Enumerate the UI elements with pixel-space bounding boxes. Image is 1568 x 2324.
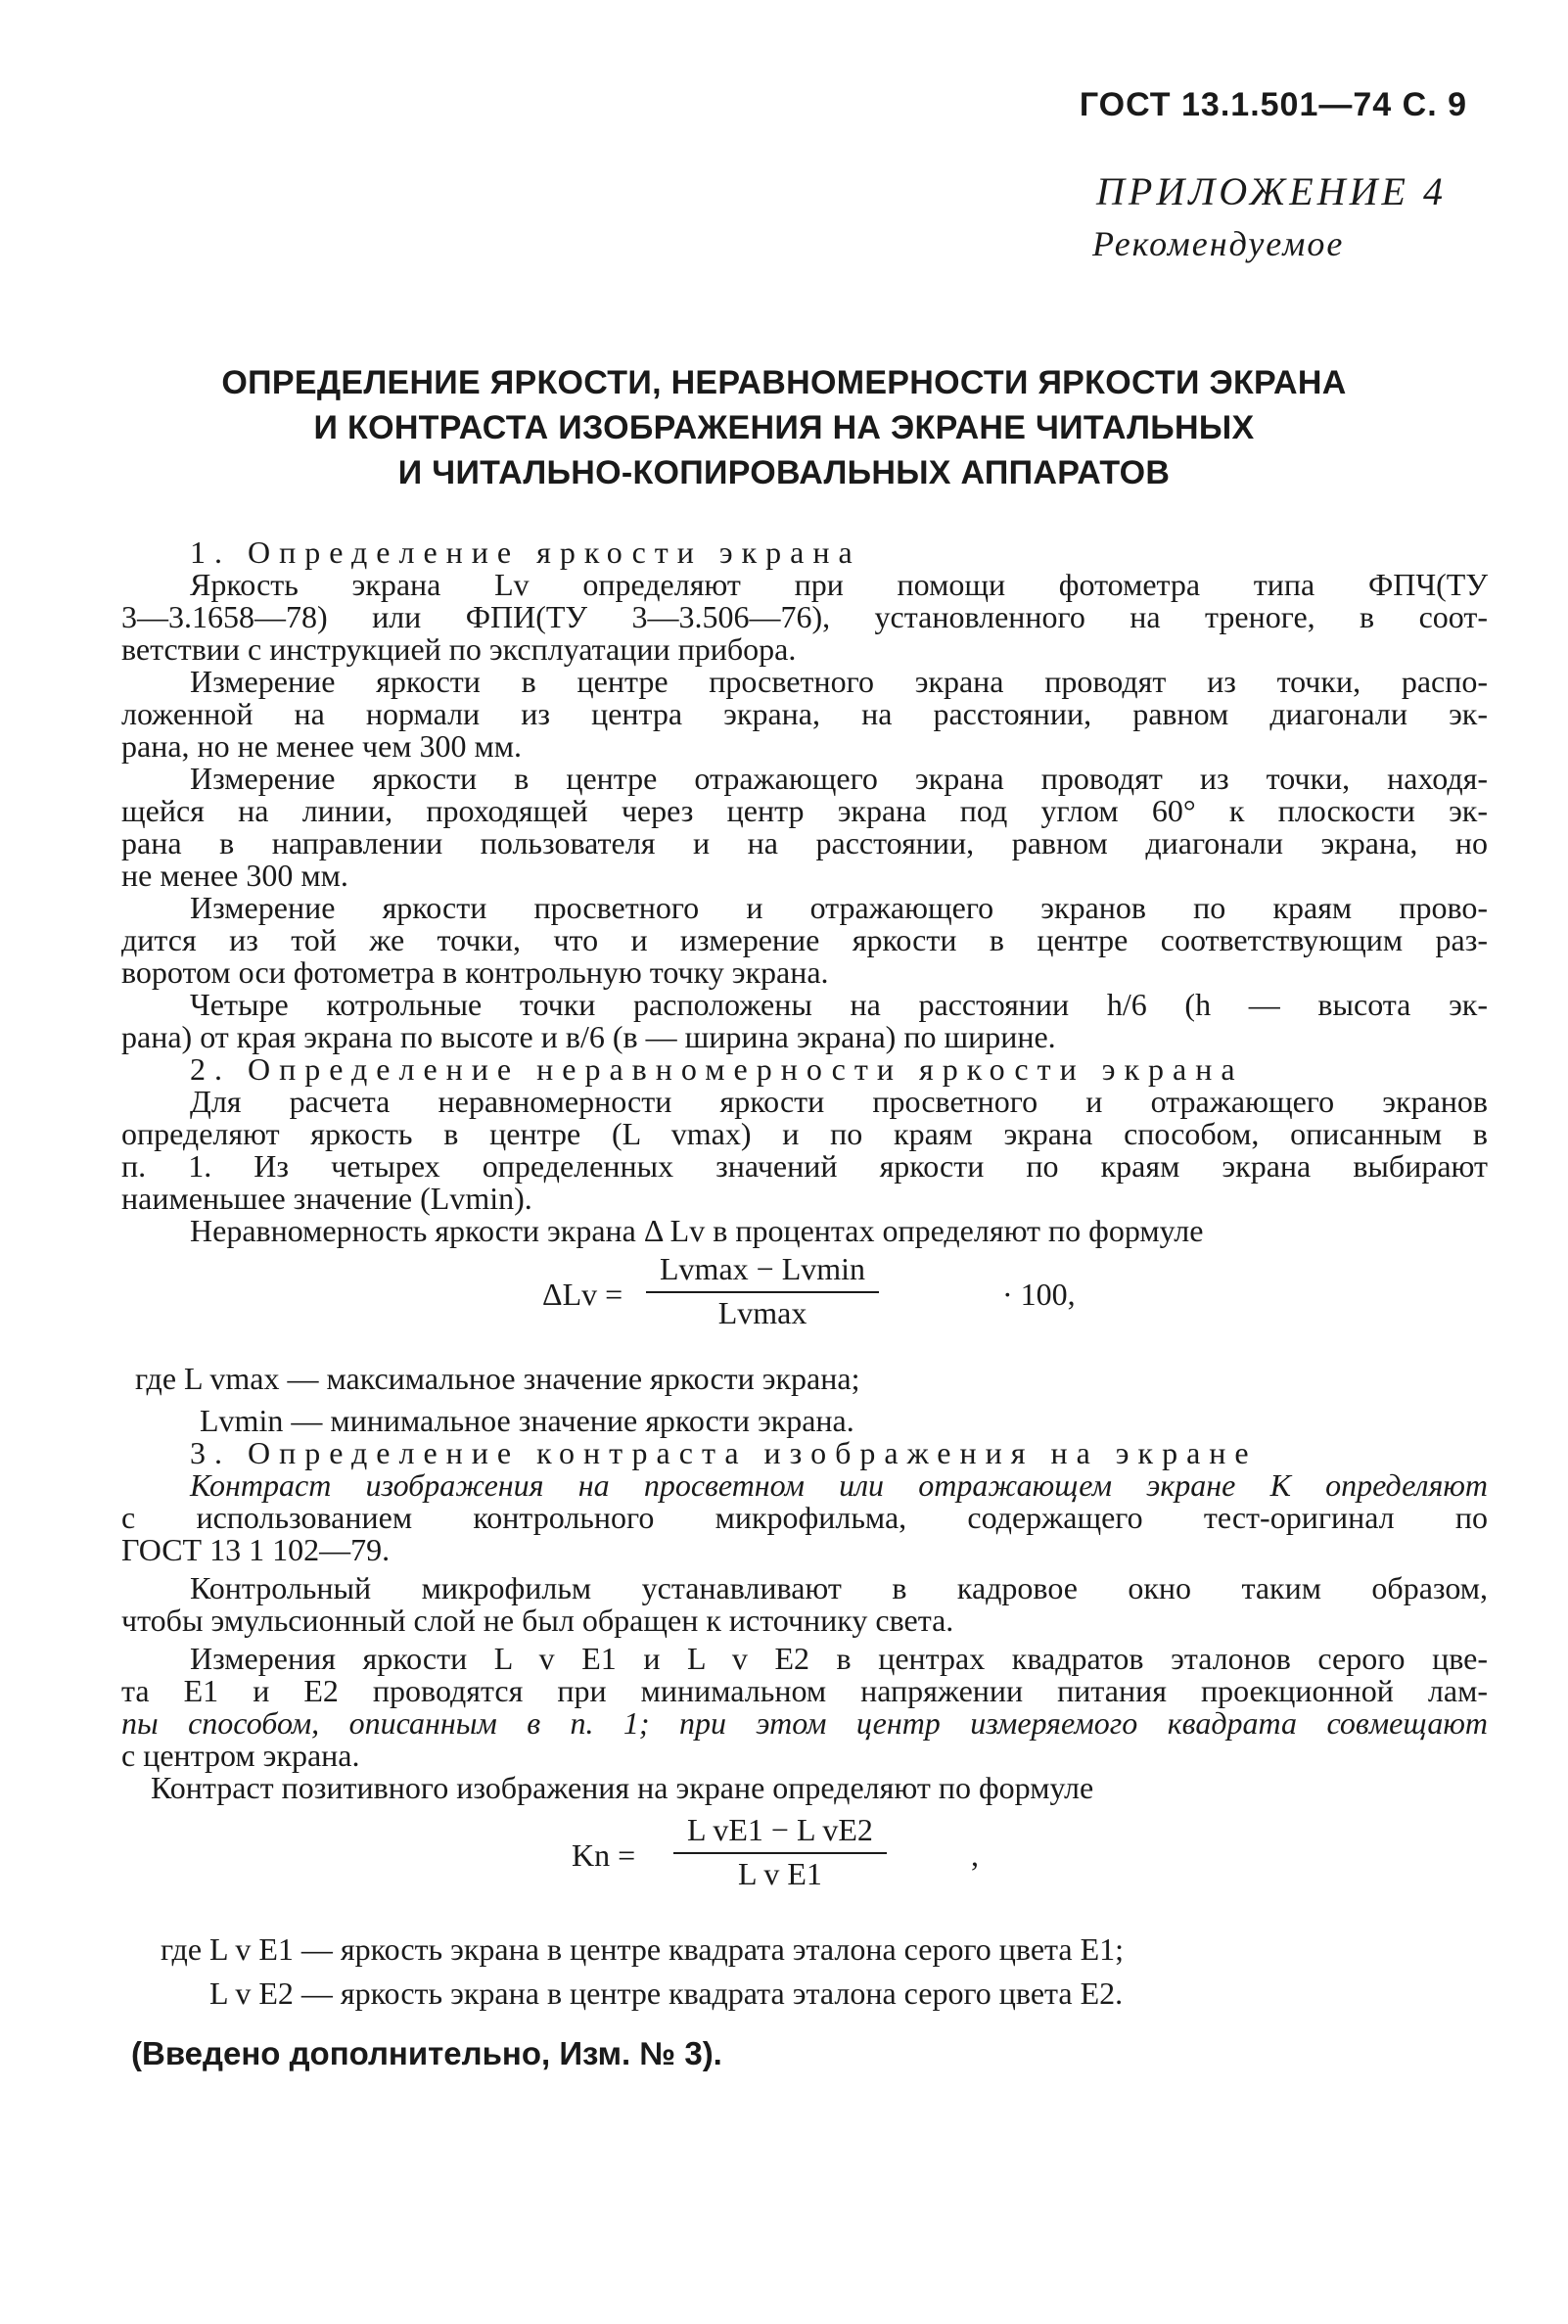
page-header: ГОСТ 13.1.501—74 С. 9	[1079, 86, 1467, 123]
section-heading: 2. Определение неравномерности яркости экрана	[190, 1051, 1244, 1087]
paragraph-line: п. 1. Из четырех определенных значений яркости по краям экрана выбирают	[121, 1148, 1488, 1184]
paragraph-line: с использованием контрольного микрофильма, содержащего тест-оригинал по	[121, 1500, 1488, 1535]
paragraph-line: рана в направлении пользователя и на расстоянии, равном диагонали экрана, но	[121, 825, 1488, 860]
appendix-label: ПРИЛОЖЕНИЕ 4	[1096, 169, 1447, 213]
amendment-note: (Введено дополнительно, Изм. № 3).	[131, 2035, 722, 2071]
paragraph-line: воротом оси фотометра в контрольную точку экрана.	[121, 954, 829, 990]
formula-numerator: Lvmax − Lvmin	[646, 1253, 879, 1293]
paragraph-line: дится из той же точки, что и измерение яркости в центре соответствующим раз-	[121, 922, 1488, 957]
paragraph-line: Контраст позитивного изображения на экране определяют по формуле	[151, 1770, 1094, 1805]
document-title	[0, 360, 1568, 495]
paragraph-line: Яркость экрана Lv определяют при помощи фотометра типа ФПЧ(ТУ	[190, 567, 1488, 602]
definition-line: L v E2 — яркость экрана в центре квадрата эталона серого цвета E2.	[209, 1975, 1124, 2011]
paragraph-line: 3—3.1658—78) или ФПИ(ТУ 3—3.506—76), установленного на треноге, в соот-	[121, 599, 1488, 634]
paragraph-line: рана, но не менее чем 300 мм.	[121, 728, 523, 764]
definition-line: где L vmax — максимальное значение яркости экрана;	[135, 1361, 860, 1396]
paragraph-line: Контраст изображения на просветном или отражающем экране K определяют	[190, 1467, 1488, 1503]
formula-numerator: L vE1 − L vE2	[673, 1814, 887, 1854]
formula-denominator: Lvmax	[717, 1295, 807, 1330]
paragraph-line: наименьшее значение (Lvmin).	[121, 1181, 532, 1216]
paragraph-line: Четыре котрольные точки расположены на расстоянии h/6 (h — высота эк-	[190, 987, 1488, 1022]
paragraph-line: Измерения яркости L v E1 и L v E2 в центрах квадратов эталонов серого цве-	[190, 1641, 1488, 1676]
section-heading: 3. Определение контраста изображения на экране	[190, 1435, 1258, 1470]
document-body	[121, 536, 1488, 2069]
title-line: И ЧИТАЛЬНО-КОПИРОВАЛЬНЫХ АППАРАТОВ	[397, 454, 1171, 491]
formula-lhs: Kn =	[572, 1837, 636, 1873]
paragraph-line: ветствии с инструкцией по эксплуатации прибора.	[121, 631, 797, 667]
definition-line: Lvmin — минимальное значение яркости экрана.	[200, 1403, 854, 1438]
paragraph-line: рана) от края экрана по высоте и в/6 (в — ширина экрана) по ширине.	[121, 1019, 1056, 1054]
paragraph-line: не менее 300 мм.	[121, 858, 348, 893]
paragraph-line: Измерение яркости в центре просветного экрана проводят из точки, распо-	[190, 664, 1488, 699]
paragraph-line: Измерение яркости в центре отражающего экрана проводят из точки, находя-	[190, 761, 1488, 796]
paragraph-line: с центром экрана.	[121, 1738, 360, 1773]
paragraph-line: пы способом, описанным в п. 1; при этом центр измеряемого квадрата совмещают	[121, 1705, 1488, 1741]
paragraph-line: Неравномерность яркости экрана Δ Lv в процентах определяют по формуле	[190, 1213, 1204, 1248]
paragraph-line: щейся на линии, проходящей через центр экрана под углом 60° к плоскости эк-	[121, 793, 1488, 828]
formula-unevenness	[121, 1253, 1488, 1363]
paragraph-line: та E1 и E2 проводятся при минимальном напряжении питания проекционной лам-	[121, 1673, 1488, 1708]
paragraph-line: ГОСТ 13 1 102—79.	[121, 1532, 391, 1567]
formula-fraction	[646, 1253, 879, 1329]
definition-line: где L v E1 — яркость экрана в центре квадрата эталона серого цвета E1;	[161, 1931, 1125, 1967]
paragraph-line: Измерение яркости просветного и отражающего экранов по краям прово-	[190, 890, 1488, 925]
formula-denominator: L v E1	[737, 1856, 822, 1891]
section-heading: 1. Определение яркости экрана	[190, 535, 861, 570]
formula-lhs: ΔLv =	[542, 1277, 623, 1312]
paragraph-line: чтобы эмульсионный слой не был обращен к источнику света.	[121, 1603, 954, 1638]
paragraph-line: Контрольный микрофильм устанавливают в кадровое окно таким образом,	[190, 1570, 1488, 1605]
paragraph-line: Для расчета неравномерности яркости просветного и отражающего экранов	[190, 1084, 1488, 1119]
title-line: ОПРЕДЕЛЕНИЕ ЯРКОСТИ, НЕРАВНОМЕРНОСТИ ЯРКОСТИ ЭКРАНА	[221, 364, 1347, 401]
formula-trailing: ,	[971, 1837, 979, 1873]
title-line: И КОНТРАСТА ИЗОБРАЖЕНИЯ НА ЭКРАНЕ ЧИТАЛЬНЫХ	[313, 409, 1255, 446]
formula-multiplier: · 100,	[1002, 1277, 1076, 1312]
paragraph-line: ложенной на нормали из центра экрана, на расстоянии, равном диагонали эк-	[121, 696, 1488, 731]
appendix-status: Рекомендуемое	[1092, 224, 1345, 263]
formula-contrast	[121, 1814, 1488, 1924]
formula-fraction	[673, 1814, 887, 1890]
paragraph-line: определяют яркость в центре (L vmax) и по краям экрана способом, описанным в	[121, 1116, 1488, 1151]
